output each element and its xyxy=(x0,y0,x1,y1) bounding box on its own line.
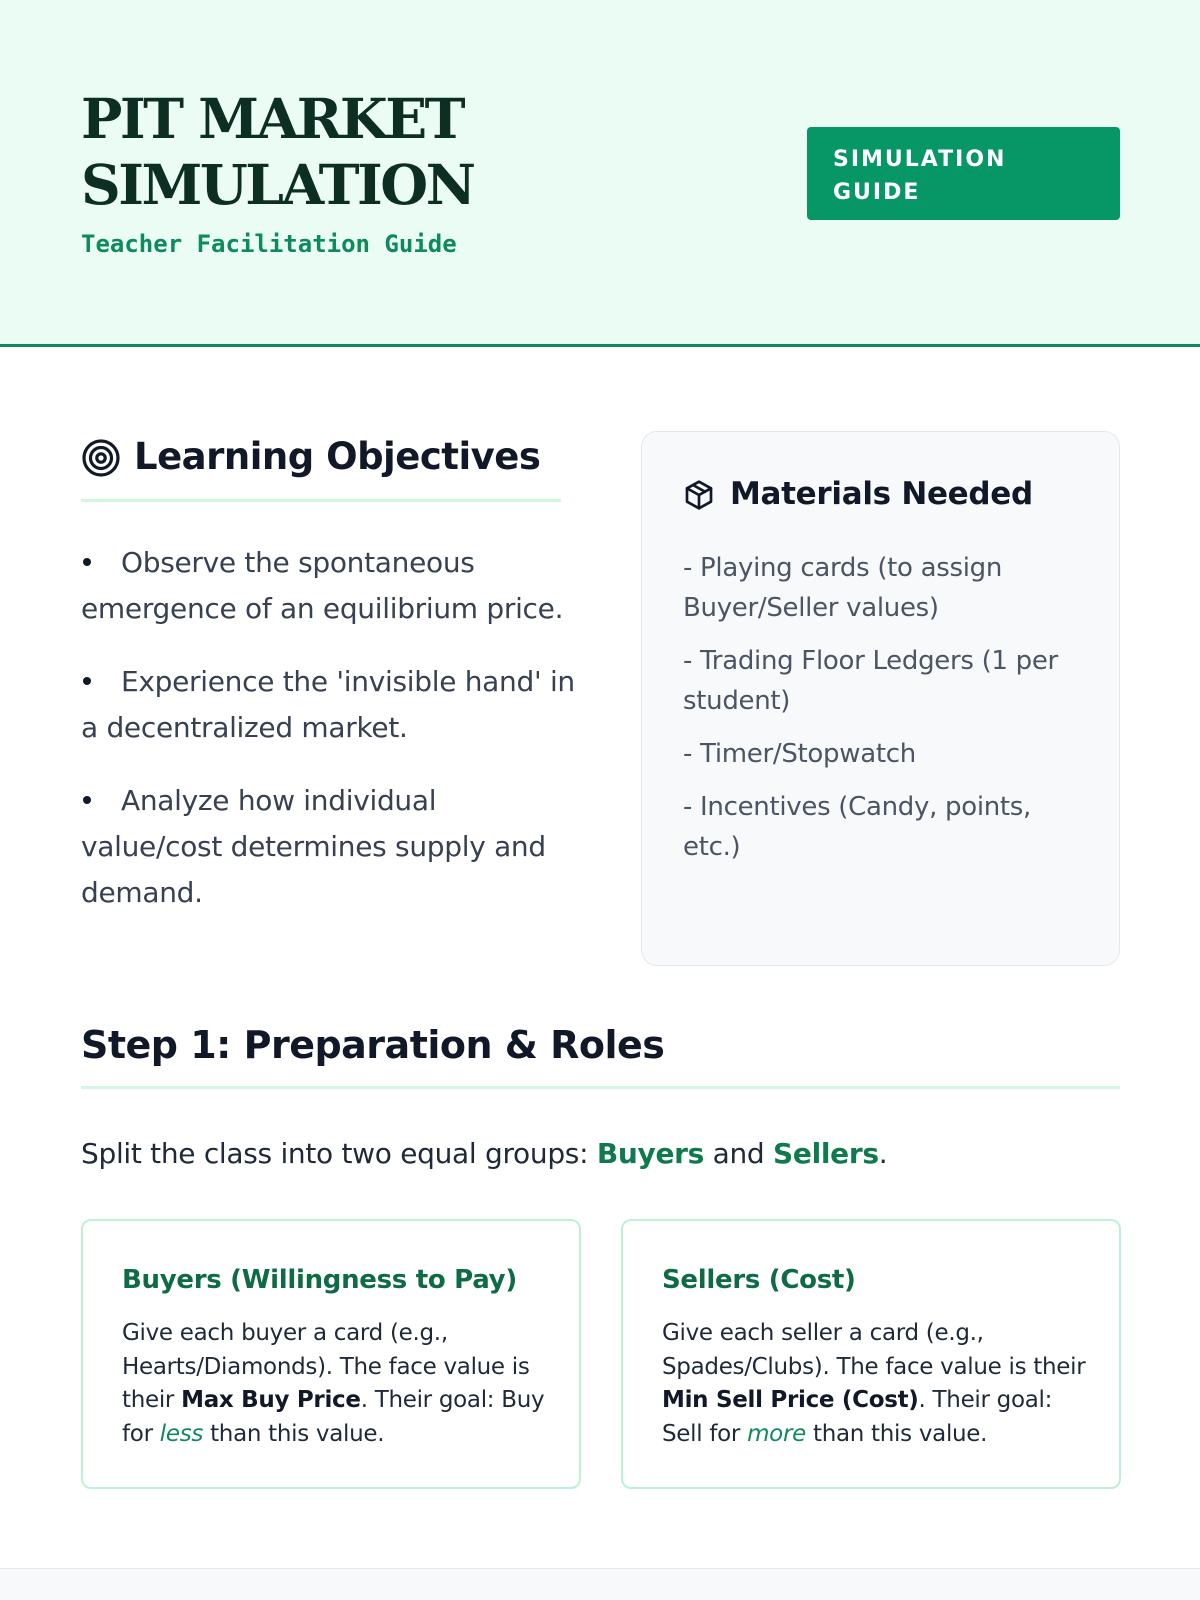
target-icon xyxy=(81,438,121,478)
intro-text-after: . xyxy=(878,1137,888,1170)
buyers-card-title: Buyers (Willingness to Pay) xyxy=(122,1265,517,1295)
sellers-card-body xyxy=(662,1317,1092,1451)
step-1-divider xyxy=(81,1086,1120,1089)
buyers-role-card xyxy=(81,1219,581,1489)
sellers-card-title: Sellers (Cost) xyxy=(662,1265,856,1295)
sellers-emphasis: more xyxy=(747,1420,806,1447)
bullet-icon xyxy=(83,677,91,685)
bullet-icon xyxy=(83,796,91,804)
materials-needed-title: Materials Needed xyxy=(730,476,1033,512)
page-footer xyxy=(0,1568,1200,1600)
objective-item xyxy=(81,659,581,751)
page-title-line-2: SIMULATION xyxy=(81,152,474,217)
sellers-text-2: . Their goal: Sell for xyxy=(662,1387,1053,1447)
objective-text: Experience the 'invisible hand' in a decentralized market. xyxy=(81,665,575,744)
material-item: - Playing cards (to assign Buyer/Seller values) xyxy=(683,553,1003,623)
page-title xyxy=(81,86,473,218)
sellers-highlight: Sellers xyxy=(773,1137,879,1170)
buyers-card-body xyxy=(122,1317,552,1451)
material-item: - Timer/Stopwatch xyxy=(683,739,916,769)
sellers-text-3: than this value. xyxy=(805,1420,988,1447)
buyers-emphasis: less xyxy=(159,1420,204,1447)
page-subtitle: Teacher Facilitation Guide xyxy=(81,230,457,258)
objective-item xyxy=(81,540,581,632)
badge-line-1: SIMULATION xyxy=(833,147,1007,172)
bullet-icon xyxy=(83,558,91,566)
material-item: - Incentives (Candy, points, etc.) xyxy=(683,792,1032,862)
objective-text: Analyze how individual value/cost determines supply and demand. xyxy=(81,784,546,909)
sellers-text-1: Give each seller a card (e.g., Spades/Clubs). The face value is their xyxy=(662,1320,1086,1380)
materials-list xyxy=(683,548,1093,880)
learning-objectives-title: Learning Objectives xyxy=(134,435,541,478)
objective-text: Observe the spontaneous emergence of an equilibrium price. xyxy=(81,546,564,625)
page-header xyxy=(0,0,1200,347)
objectives-list xyxy=(81,540,581,943)
buyers-text-3: than this value. xyxy=(203,1420,385,1447)
page-title-line-1: PIT MARKET xyxy=(81,86,464,151)
material-item: - Trading Floor Ledgers (1 per student) xyxy=(683,646,1058,716)
intro-text-before: Split the class into two equal groups: xyxy=(81,1137,597,1170)
step-1-title: Step 1: Preparation & Roles xyxy=(81,1023,665,1067)
materials-needed-card xyxy=(641,431,1120,966)
intro-text-middle: and xyxy=(704,1137,774,1170)
buyers-text-2: . Their goal: Buy for xyxy=(122,1387,545,1447)
sellers-min-price: Min Sell Price (Cost) xyxy=(662,1387,919,1413)
buyers-max-price: Max Buy Price xyxy=(181,1387,361,1413)
simulation-guide-badge xyxy=(807,127,1120,220)
sellers-role-card xyxy=(621,1219,1121,1489)
badge-line-2: GUIDE xyxy=(833,180,921,205)
step-1-intro xyxy=(81,1134,887,1174)
buyers-highlight: Buyers xyxy=(596,1137,705,1170)
learning-objectives-header xyxy=(81,432,561,502)
buyers-text-1: Give each buyer a card (e.g., Hearts/Diamonds). The face value is their xyxy=(122,1320,530,1413)
objective-item xyxy=(81,778,581,916)
package-icon xyxy=(683,479,715,511)
